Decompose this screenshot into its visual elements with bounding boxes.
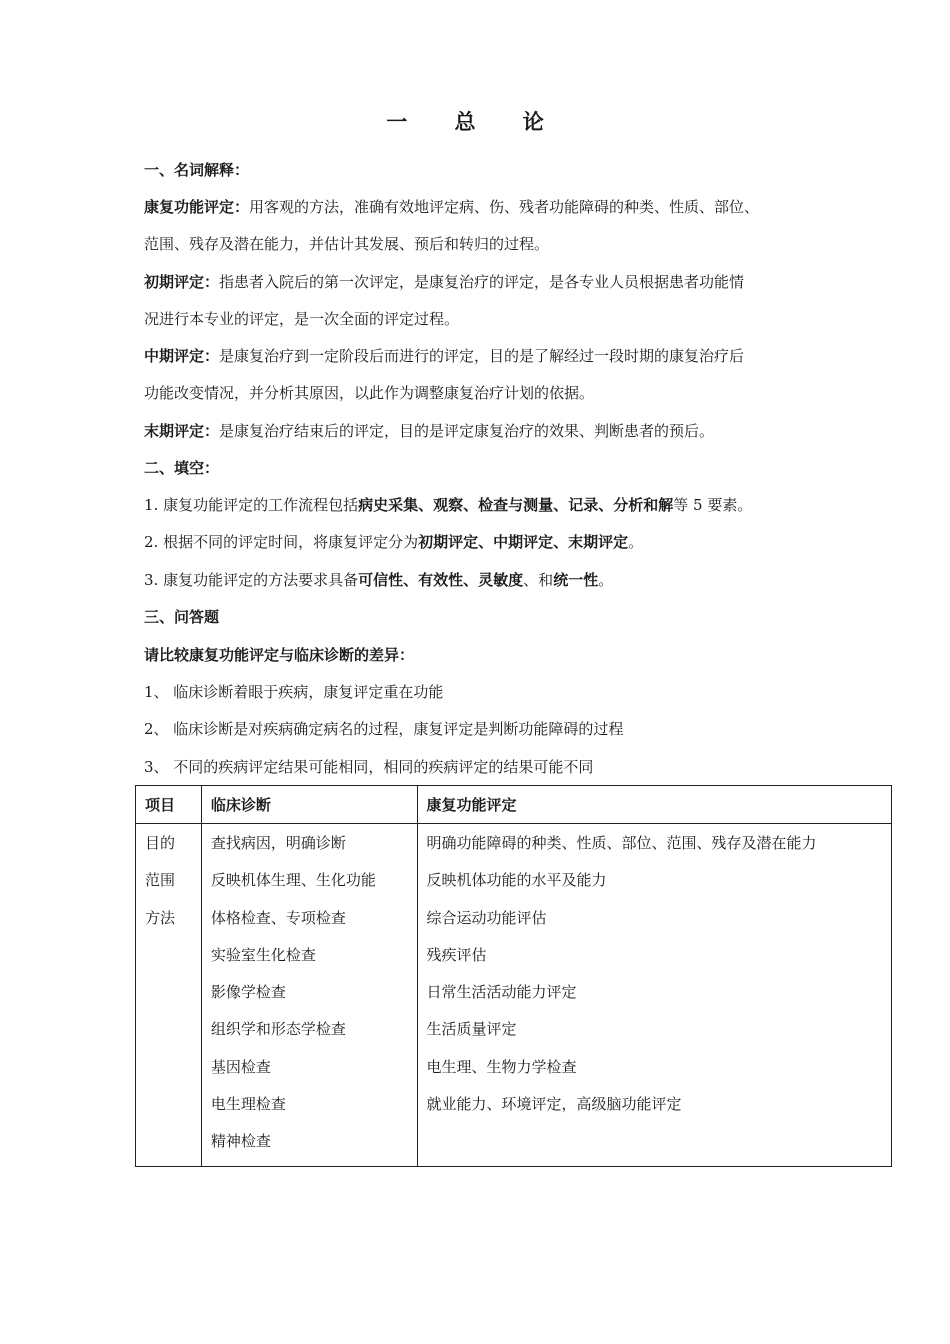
term: 初期评定	[144, 273, 205, 291]
separator: 、	[418, 496, 434, 514]
term-separator: ：	[234, 198, 250, 216]
definition-text: 是康复治疗结束后的评定，目的是评定康复治疗的效果、判断患者的预后。	[219, 422, 715, 440]
question-text: 等 5 要素。	[673, 496, 753, 514]
table-cell-clinical-diagnosis	[201, 824, 417, 1167]
cell-line: 日常生活活动能力评定	[426, 983, 577, 1002]
question-text: 。	[598, 571, 614, 589]
cell-line: 综合运动功能评估	[426, 908, 547, 927]
definition-line: 范围、残存及潜在能力，并估计其发展、预后和转归的过程。	[144, 235, 550, 253]
qa-answer-item: 3、 不同的疾病评定结果可能相同，相同的疾病评定的结果可能不同	[144, 758, 594, 776]
definition-line	[144, 197, 844, 217]
answer-text: 统一性	[553, 571, 599, 589]
separator: 、	[403, 571, 419, 589]
separator: 、	[598, 496, 614, 514]
cell-line: 明确功能障碍的种类、性质、部位、范围、残存及潜在能力	[426, 834, 817, 852]
table-header-row	[136, 786, 892, 824]
definition-text: 用客观的方法，准确有效地评定病、伤、残者功能障碍的种类、性质、部位、	[249, 198, 760, 216]
section-heading-definitions: 一、名词解释：	[144, 161, 250, 179]
cell-line: 就业能力、环境评定，高级脑功能评定	[426, 1095, 682, 1114]
answer-text: 灵敏度	[478, 571, 524, 589]
cell-line: 影像学检查	[210, 983, 286, 1002]
table-cell-rehab-assessment	[417, 824, 891, 1167]
table-header-cell: 临床诊断	[201, 786, 417, 824]
qa-answer-item: 2、 临床诊断是对疾病确定病名的过程，康复评定是判断功能障碍的过程	[144, 720, 624, 738]
fill-in-question-3	[144, 570, 844, 590]
answer-text: 记录	[568, 496, 599, 514]
section-heading-qa: 三、问答题	[144, 608, 220, 626]
cell-line: 精神检查	[210, 1132, 271, 1151]
separator: 、	[463, 496, 479, 514]
question-text: 3. 康复功能评定的方法要求具备	[144, 571, 359, 589]
question-text: 2. 根据不同的评定时间，将康复评定分为	[144, 533, 419, 551]
cell-line: 残疾评估	[426, 945, 487, 964]
cell-line: 实验室生化检查	[210, 945, 316, 964]
term-separator: ：	[204, 422, 220, 440]
separator: 、	[553, 533, 569, 551]
answer-text: 初期评定	[418, 533, 479, 551]
answer-text: 分析和解	[613, 496, 674, 514]
question-text: 。	[628, 533, 644, 551]
cell-line: 电生理、生物力学检查	[426, 1057, 577, 1076]
separator: 、和	[523, 571, 554, 589]
qa-answer-item: 1、 临床诊断着眼于疾病，康复评定重在功能	[144, 683, 444, 701]
section-heading-fill-in: 二、填空：	[144, 459, 220, 477]
term-separator: ：	[204, 273, 220, 291]
cell-line: 目的	[145, 834, 176, 852]
table-row	[136, 824, 892, 1167]
separator: 、	[463, 571, 479, 589]
cell-line: 组织学和形态学检查	[210, 1020, 346, 1039]
fill-in-question-2	[144, 532, 844, 552]
definition-text: 指患者入院后的第一次评定，是康复治疗的评定，是各专业人员根据患者功能情	[219, 273, 745, 291]
fill-in-question-1	[144, 495, 844, 515]
answer-text: 有效性	[418, 571, 464, 589]
definition-text: 是康复治疗到一定阶段后而进行的评定，目的是了解经过一段时期的康复治疗后	[219, 347, 745, 365]
qa-question: 请比较康复功能评定与临床诊断的差异：	[144, 646, 415, 664]
term: 中期评定	[144, 347, 205, 365]
table-cell-item	[136, 824, 202, 1167]
cell-line: 反映机体生理、生化功能	[210, 871, 376, 890]
cell-line: 体格检查、专项检查	[210, 908, 346, 927]
question-text: 1. 康复功能评定的工作流程包括	[144, 496, 359, 514]
comparison-table	[135, 785, 892, 1167]
cell-line: 基因检查	[210, 1057, 271, 1076]
table-header-cell: 项目	[136, 786, 202, 824]
answer-text: 病史采集	[358, 496, 419, 514]
term: 末期评定	[144, 422, 205, 440]
answer-text: 末期评定	[568, 533, 629, 551]
definition-line	[144, 421, 844, 441]
answer-text: 可信性	[358, 571, 404, 589]
page-title: 一 总 论	[386, 109, 564, 134]
cell-line: 范围	[145, 871, 176, 890]
term: 康复功能评定	[144, 198, 235, 216]
definition-line	[144, 346, 844, 366]
cell-line: 方法	[145, 908, 176, 927]
table-header-cell: 康复功能评定	[417, 786, 891, 824]
definition-line	[144, 272, 844, 292]
separator: 、	[478, 533, 494, 551]
separator: 、	[553, 496, 569, 514]
definition-line: 功能改变情况，并分析其原因，以此作为调整康复治疗计划的依据。	[144, 384, 595, 402]
answer-text: 中期评定	[493, 533, 554, 551]
cell-line: 反映机体功能的水平及能力	[426, 871, 607, 890]
definition-line: 况进行本专业的评定，是一次全面的评定过程。	[144, 310, 460, 328]
cell-line: 生活质量评定	[426, 1020, 517, 1039]
answer-text: 检查与测量	[478, 496, 554, 514]
cell-line: 电生理检查	[210, 1095, 286, 1114]
answer-text: 观察	[433, 496, 464, 514]
term-separator: ：	[204, 347, 220, 365]
cell-line: 查找病因，明确诊断	[210, 834, 346, 852]
